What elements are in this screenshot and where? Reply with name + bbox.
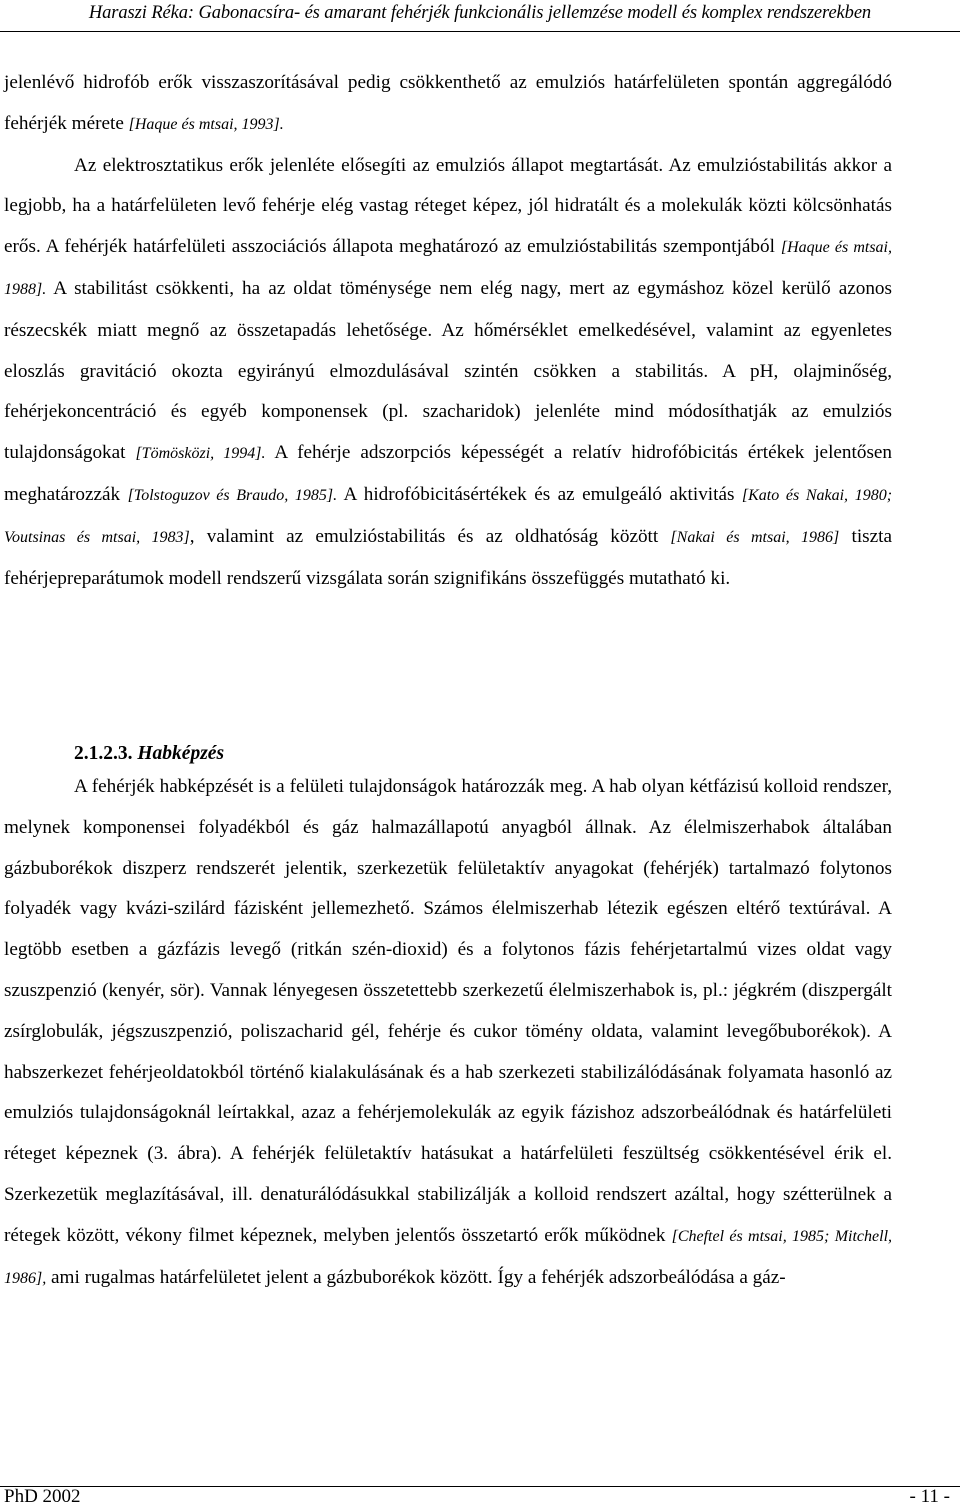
header-rule bbox=[0, 31, 960, 32]
paragraph bbox=[4, 146, 892, 600]
paragraph-lead bbox=[4, 63, 892, 146]
citation: [Tolstoguzov és Braudo, 1985]. bbox=[127, 486, 338, 504]
text-run: , valamint az emulzióstabilitás és az oldhatóság között bbox=[189, 525, 671, 547]
text-run: ami rugalmas határfelületet jelent a gázbuborékok között. Így a fehérjék adszorbeálódása a gáz- bbox=[46, 1266, 786, 1288]
text-run: A stabilitást csökkenti, ha az oldat töménysége nem elég nagy, mert az egymáshoz közel kerülő azonos részecskék miatt megnő az összetapadás lehetősége. Az hőmérséklet emelkedésével, valamint az egyenletes eloszlás gravitáció okozta egyirányú elmozdulásával szintén csökken a stabilitás. A pH, olajminőség, fehérjekoncentráció és egyéb komponensek (pl. szacharidok) jelenléte mind módosíthatják az emulziós tulajdonságokat bbox=[4, 277, 892, 464]
paragraph-emulsion-stability bbox=[4, 63, 892, 599]
text-run: Az elektrosztatikus erők jelenléte elősegíti az emulziós állapot megtartását. Az emulzióstabilitás akkor a legjobb, ha a határfelületen levő fehérje elég vastag réteget képez, jól hidratált és a molekulák közti kölcsönhatás erős. A fehérjék határfelületi asszociációs állapota meghatározó az emulzióstabilitás szempontjából bbox=[4, 154, 892, 258]
citation: [Haque és mtsai, 1988]. bbox=[4, 239, 892, 298]
page-number: - 11 - bbox=[909, 1486, 950, 1507]
citation: [Kato és Nakai, 1980; Voutsinas és mtsai, 1983] bbox=[4, 486, 893, 546]
paragraph bbox=[4, 767, 892, 1299]
running-header-title: Haraszi Réka: Gabonacsíra- és amarant fehérjék funkcionális jellemzése modell és komplex rendszerekben bbox=[88, 3, 872, 23]
text-run: jelenlévő hidrofób erők visszaszorításával pedig csökkenthető az emulziós határfelületen spontán aggregálódó fehérjék mérete bbox=[4, 72, 892, 134]
section-number: 2.1.2.3. bbox=[74, 743, 133, 764]
citation: [Nakai és mtsai, 1986] bbox=[670, 528, 840, 546]
text-run: A hidrofóbicitásértékek és az emulgeáló aktivitás bbox=[337, 483, 742, 505]
paragraph-foam-formation bbox=[4, 767, 892, 1299]
text-run: tiszta fehérjepreparátumok modell rendszerű vizsgálata során szignifikáns összefüggés mutatható ki. bbox=[4, 525, 892, 589]
citation: [Haque és mtsai, 1993]. bbox=[128, 115, 284, 133]
text-run: A fehérje adszorpciós képességét a relatív hidrofóbicitás értékek jelentősen meghatározzák bbox=[4, 442, 893, 505]
text-run: A fehérjék habképzését is a felületi tulajdonságok határozzák meg. A hab olyan kétfázisú kolloid rendszer, melynek komponensei folyadékból és gáz halmazállapotú anyagból állnak. Az élelmiszerhabok általában gázbuborékok diszperz rendszerét jelentik, szerkezetük felületaktív anyagokat (fehérjék) tartalmazó folytonos folyadék vagy kvázi-szilárd fázisként jellemezhető. Számos élelmiszerhab létezik egészen eltérő textúrával. A legtöbb esetben a gázfázis levegő (ritkán szén-dioxid) és a folytonos fázis fehérjetartalmú vizes oldat vagy szuszpenzió (kenyér, sör). Vannak lényegesen összetettebb szerkezetű élelmiszerhabok is, pl.: jégkrém (diszpergált zsírglobulák, jégszuszpenzió, poliszacharid gél, fehérje és cukor tömény oldata, valamint levegőbuborékok). A habszerkezet fehérjeoldatokból történő kialakulásának és a hab szerkezeti stabilizálódásának folyamata hasonló az emulziós tulajdonságoknál leírtakkal, azaz a fehérjemolekulák az egyik fázishoz adszorbeálódnak és határfelületi réteget képeznek (3. ábra). A fehérjék felületaktív hatásukat a határfelületi feszültség csökkentésével érik el. Szerkezetük meglazításával, ill. denaturálódásukkal stabilizálják a kolloid rendszert azáltal, hogy szétterülnek a rétegek között, vékony filmet képeznek, melyben jelentős összetartó erők működnek bbox=[4, 776, 892, 1246]
citation: [Cheftel és mtsai, 1985; Mitchell, 1986], bbox=[4, 1227, 893, 1287]
running-header bbox=[0, 0, 960, 30]
footer-degree-year: PhD 2002 bbox=[4, 1486, 81, 1507]
citation: [Tömösközi, 1994]. bbox=[135, 445, 266, 463]
section-title: Habképzés bbox=[137, 743, 225, 764]
footer-rule bbox=[0, 1486, 960, 1487]
